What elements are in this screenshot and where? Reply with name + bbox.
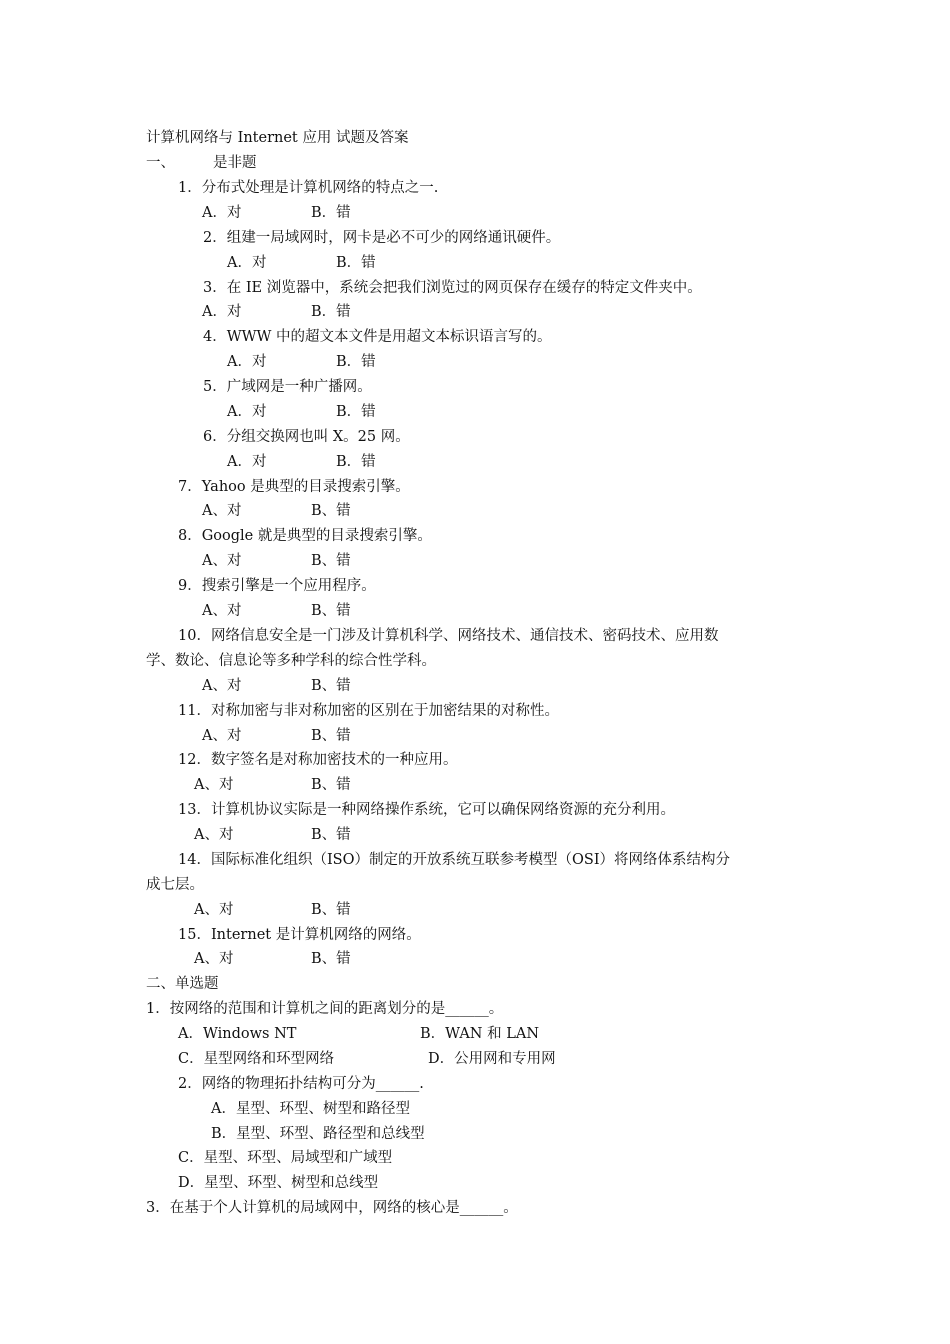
section-title: 是非题: [213, 155, 257, 171]
option-b: B．错: [311, 205, 351, 221]
option-b: B、错: [311, 902, 351, 918]
option-a: A．对: [227, 454, 267, 470]
option-b: B、错: [311, 603, 351, 619]
question-text-continued: 学、数论、信息论等多种学科的综合性学科。: [146, 653, 436, 669]
question-text: 6．分组交换网也叫 X。25 网。: [203, 429, 410, 445]
option-b: B、错: [311, 951, 351, 967]
option-b: B、错: [311, 553, 351, 569]
question-text: 14．国际标准化组织（ISO）制定的开放系统互联参考模型（OSI）将网络体系结构分: [178, 852, 731, 868]
question-text: 13．计算机协议实际是一种网络操作系统，它可以确保网络资源的充分利用。: [178, 802, 675, 818]
option-a: A．对: [227, 354, 267, 370]
option-a: A、对: [202, 503, 242, 519]
section-number: 一、: [146, 155, 175, 171]
option-c: C．星型网络和环型网络: [178, 1051, 335, 1067]
question-text: 2．组建一局域网时，网卡是必不可少的网络通讯硬件。: [203, 230, 561, 246]
question-text: 3．在 IE 浏览器中，系统会把我们浏览过的网页保存在缓存的特定文件夹中。: [203, 280, 702, 296]
option-a: A．对: [227, 255, 267, 271]
option-a: A、对: [202, 678, 242, 694]
question-text: 3．在基于个人计算机的局域网中，网络的核心是______。: [146, 1200, 518, 1216]
option-a: A、对: [194, 951, 234, 967]
question-text: 2．网络的物理拓扑结构可分为______.: [178, 1076, 424, 1092]
option-b: B．星型、环型、路径型和总线型: [211, 1126, 425, 1142]
option-b: B、错: [311, 827, 351, 843]
option-a: A．对: [202, 304, 242, 320]
question-text: 4．WWW 中的超文本文件是用超文本标识语言写的。: [203, 329, 552, 345]
option-b: B、错: [311, 678, 351, 694]
option-c: C．星型、环型、局域型和广域型: [178, 1150, 393, 1166]
question-text: 9．搜索引擎是一个应用程序。: [178, 578, 376, 594]
option-b: B．错: [336, 255, 376, 271]
option-b: B、错: [311, 503, 351, 519]
question-text: 7．Yahoo 是典型的目录搜索引擎。: [178, 479, 410, 495]
question-text: 11．对称加密与非对称加密的区别在于加密结果的对称性。: [178, 703, 559, 719]
option-a: A、对: [194, 902, 234, 918]
option-b: B．错: [336, 354, 376, 370]
option-a: A．对: [202, 205, 242, 221]
option-b: B、错: [311, 777, 351, 793]
question-text: 15．Internet 是计算机网络的网络。: [178, 927, 421, 943]
option-a: A、对: [202, 728, 242, 744]
question-text: 5．广域网是一种广播网。: [203, 379, 372, 395]
document-title: 计算机网络与 Internet 应用 试题及答案: [146, 130, 409, 146]
option-a: A．对: [227, 404, 267, 420]
option-a: A．Windows NT: [178, 1026, 297, 1042]
option-a: A、对: [202, 553, 242, 569]
section-title: 二、单选题: [146, 976, 219, 992]
option-b: B．WAN 和 LAN: [420, 1026, 540, 1042]
question-text: 10．网络信息安全是一门涉及计算机科学、网络技术、通信技术、密码技术、应用数: [178, 628, 719, 644]
question-text: 12．数字签名是对称加密技术的一种应用。: [178, 752, 458, 768]
option-b: B．错: [336, 404, 376, 420]
option-a: A、对: [194, 827, 234, 843]
option-d: D．星型、环型、树型和总线型: [178, 1175, 379, 1191]
option-b: B、错: [311, 728, 351, 744]
question-text-continued: 成七层。: [146, 877, 204, 893]
question-text: 1．按网络的范围和计算机之间的距离划分的是______。: [146, 1001, 504, 1017]
option-d: D．公用网和专用网: [428, 1051, 556, 1067]
option-a: A．星型、环型、树型和路径型: [211, 1101, 410, 1117]
option-a: A、对: [202, 603, 242, 619]
option-a: A、对: [194, 777, 234, 793]
option-b: B．错: [336, 454, 376, 470]
question-text: 1．分布式处理是计算机网络的特点之一.: [178, 180, 439, 196]
question-text: 8．Google 就是典型的目录搜索引擎。: [178, 528, 432, 544]
option-b: B．错: [311, 304, 351, 320]
